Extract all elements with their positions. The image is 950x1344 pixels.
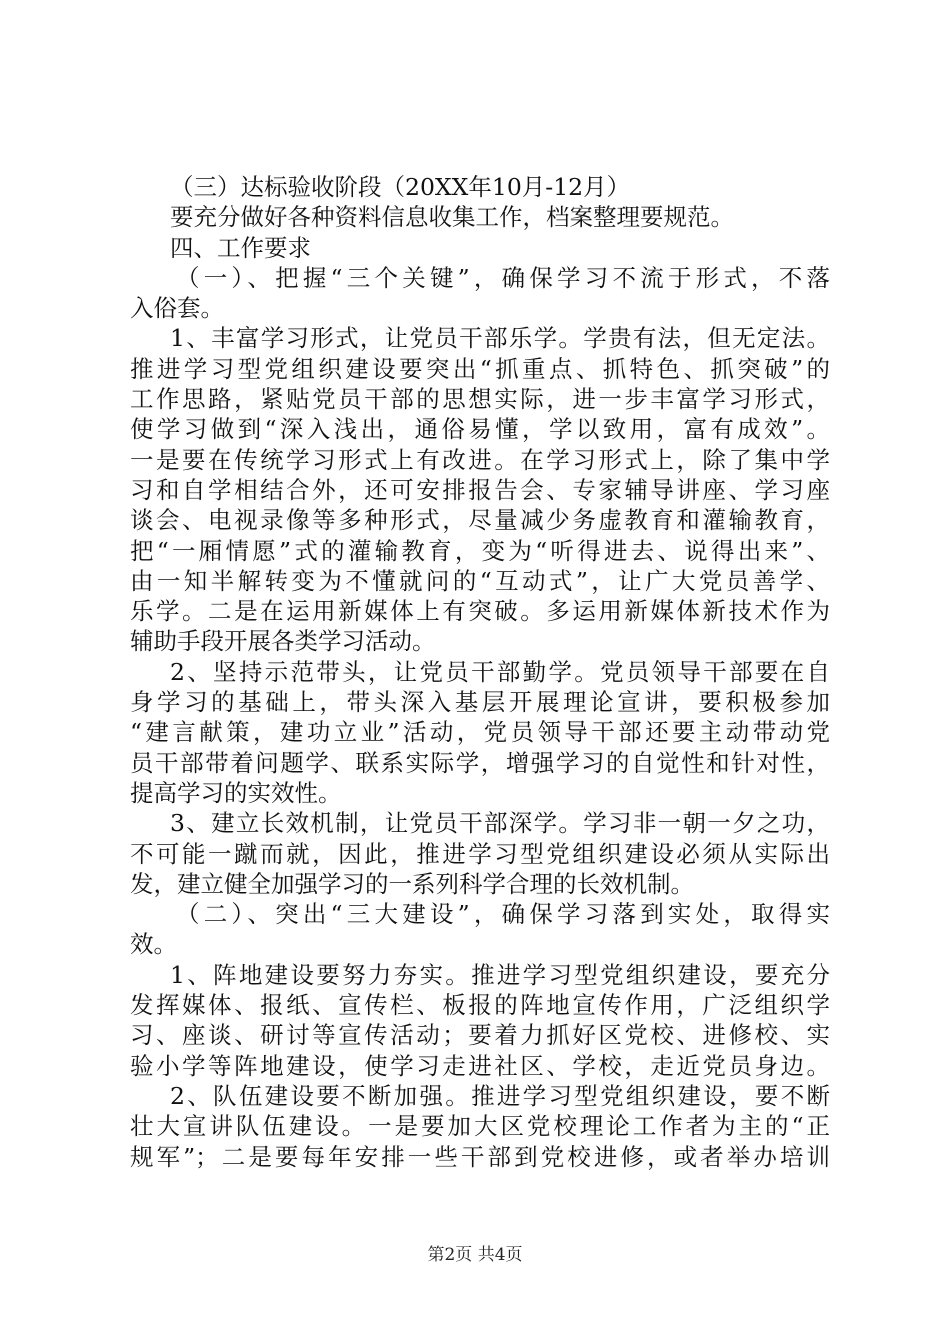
- text-line: （三）达标验收阶段（20XX年10月-12月）: [170, 173, 631, 201]
- text-line: 规军”；二是要每年安排一些干部到党校进修，或者举办培训: [130, 1142, 830, 1171]
- text-line: “建言献策，建功立业”活动，党员领导干部还要主动带动党: [130, 718, 830, 747]
- text-line: 2、坚持示范带头，让党员干部勤学。党员领导干部要在自: [170, 657, 830, 686]
- text-line: 入俗套。: [130, 294, 224, 323]
- text-line: 验小学等阵地建设，使学习走进社区、学校，走近党员身边。: [130, 1051, 830, 1080]
- text-line: 把“一厢情愿”式的灌输教育，变为“听得进去、说得出来”、: [130, 536, 830, 565]
- text-line: 谈会、电视录像等多种形式，尽量减少务虚教育和灌输教育，: [130, 506, 830, 535]
- text-line: 要充分做好各种资料信息收集工作，档案整理要规范。: [170, 203, 734, 232]
- text-line: 1、阵地建设要努力夯实。推进学习型党组织建设，要充分: [170, 960, 830, 989]
- text-line: 提高学习的实效性。: [130, 778, 342, 807]
- page-footer: 第2页 共4页: [427, 1245, 523, 1265]
- text-line: 辅助手段开展各类学习活动。: [130, 627, 436, 656]
- text-line: 1、丰富学习形式，让党员干部乐学。学贵有法，但无定法。: [170, 324, 830, 353]
- text-line: 壮大宣讲队伍建设。一是要加大区党校理论工作者为主的“正: [130, 1112, 830, 1141]
- text-line: 工作思路，紧贴党员干部的思想实际，进一步丰富学习形式，: [130, 385, 830, 414]
- text-line: 一是要在传统学习形式上有改进。在学习形式上，除了集中学: [130, 445, 830, 474]
- text-line: 使学习做到“深入浅出，通俗易懂，学以致用，富有成效”。: [130, 415, 830, 444]
- text-line: （二）、突出“三大建设”，确保学习落到实处，取得实: [176, 900, 830, 929]
- text-line: 发挥媒体、报纸、宣传栏、板报的阵地宣传作用，广泛组织学: [130, 991, 830, 1020]
- text-line: 2、队伍建设要不断加强。推进学习型党组织建设，要不断: [170, 1081, 830, 1110]
- text-line: 3、建立长效机制，让党员干部深学。学习非一朝一夕之功，: [170, 809, 830, 838]
- text-line: 习、座谈、研讨等宣传活动；要着力抓好区党校、进修校、实: [130, 1021, 830, 1050]
- text-line: 由一知半解转变为不懂就问的“互动式”，让广大党员善学、: [130, 566, 830, 595]
- text-line: 四、工作要求: [170, 233, 311, 262]
- document-body: [130, 172, 830, 1172]
- text-line: 乐学。二是在运用新媒体上有突破。多运用新媒体新技术作为: [130, 597, 830, 626]
- text-line: 习和自学相结合外，还可安排报告会、专家辅导讲座、学习座: [130, 475, 830, 504]
- text-line: 效。: [130, 930, 177, 959]
- text-line: （一）、把握“三个关键”，确保学习不流于形式，不落: [176, 263, 830, 292]
- text-line: 不可能一蹴而就，因此，推进学习型党组织建设必须从实际出: [130, 839, 830, 868]
- text-line: 身学习的基础上，带头深入基层开展理论宣讲，要积极参加: [130, 688, 830, 717]
- text-line: 员干部带着问题学、联系实际学，增强学习的自觉性和针对性，: [130, 748, 830, 777]
- text-line: 发，建立健全加强学习的一系列科学合理的长效机制。: [130, 869, 694, 898]
- text-line: 推进学习型党组织建设要突出“抓重点、抓特色、抓突破”的: [130, 354, 830, 383]
